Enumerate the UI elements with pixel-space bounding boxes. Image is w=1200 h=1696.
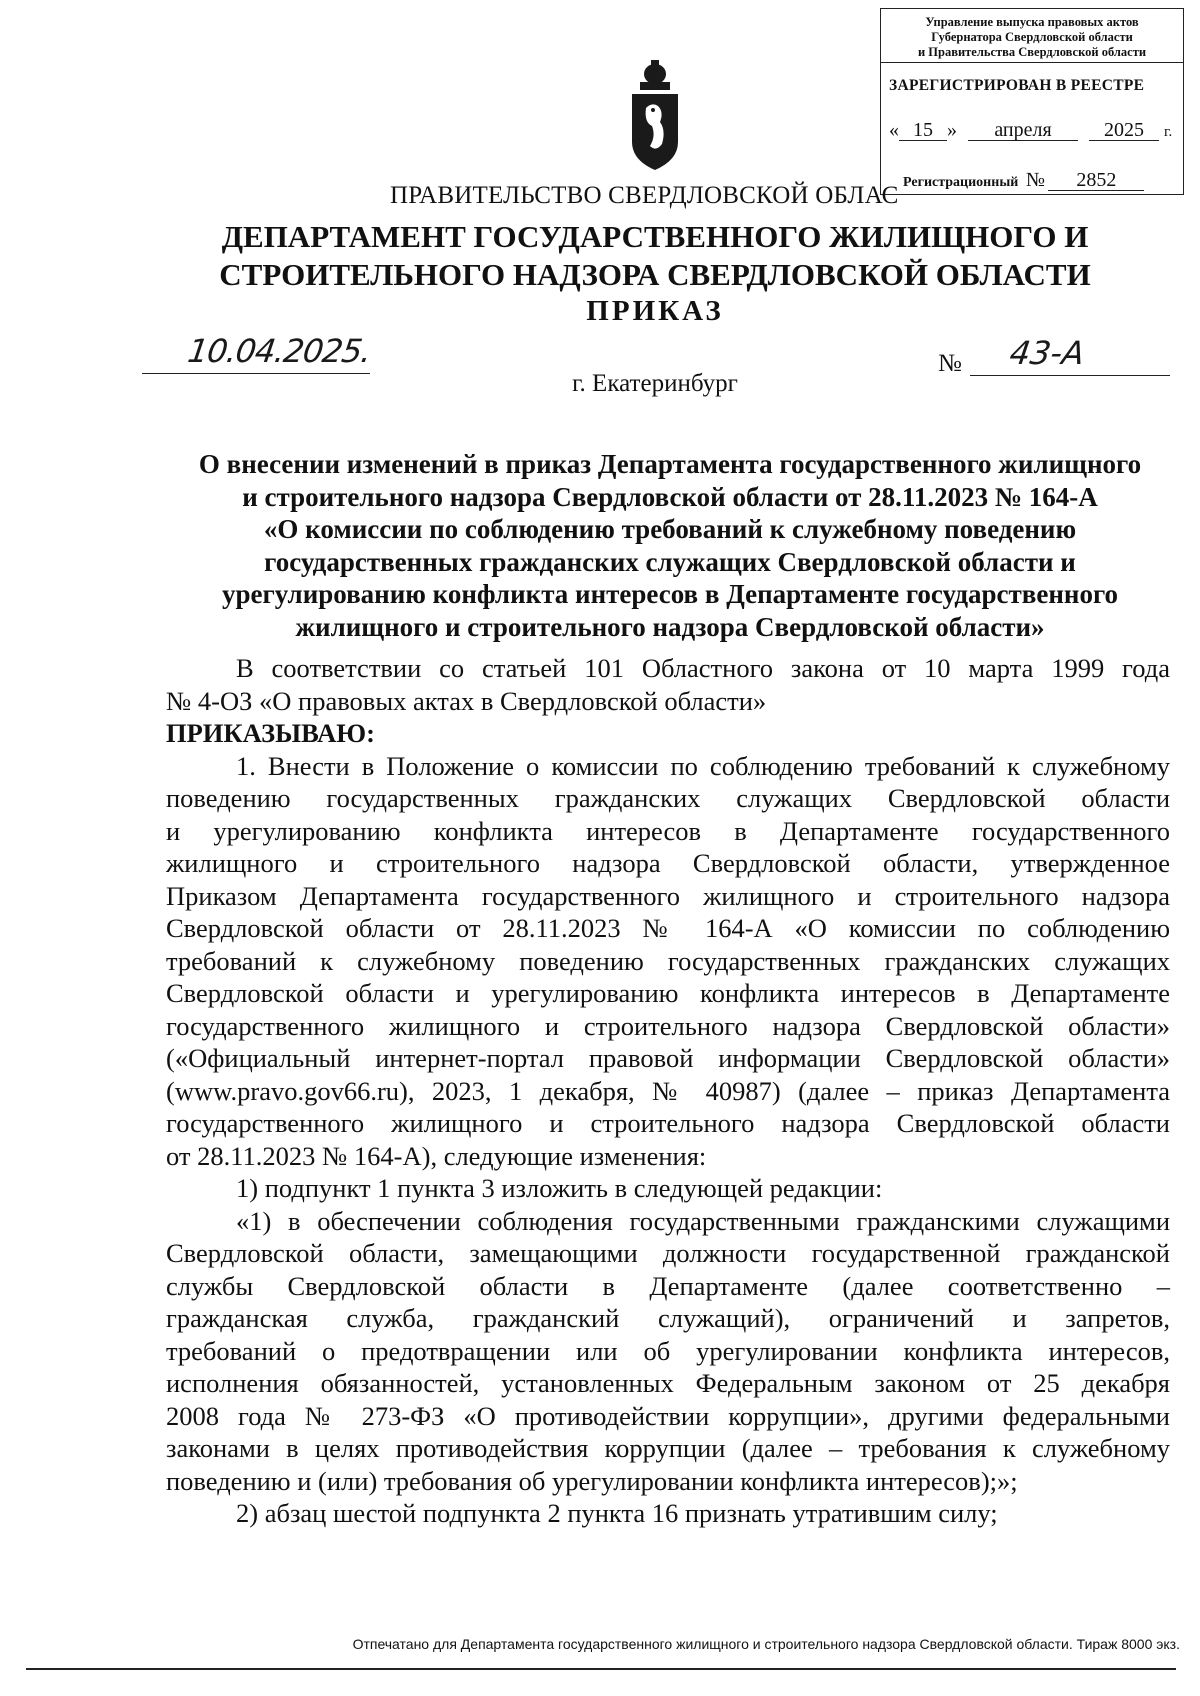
document-type: ПРИКАЗ [586,295,724,327]
quote-line: требований о предотвращении или об урегулировании конфликта интересов, [166,1335,1170,1366]
item1-line: и урегулированию конфликта интересов в Департаменте государственного [166,815,1170,846]
item1-line: Свердловской области и урегулированию конфликта интересов в Департаменте [166,978,1170,1008]
city: г. Екатеринбург [572,370,738,397]
subitem-2: 2) абзац шестой подпункта 2 пункта 16 признать утратившим силу; [236,1498,998,1528]
quote-line: гражданская служба, гражданский служащий), ограничений и запретов, [166,1303,1170,1333]
stamp-year: 2025 [1089,120,1159,141]
item1-line: Свердловской области от 28.11.2023 № 164-А «О комиссии по соблюдению [166,913,1170,943]
order-body [166,652,1170,1530]
stamp-number [903,169,1144,192]
quote-line: поведению и (или) требования об урегулировании конфликта интересов);»; [166,1465,1018,1496]
stamp-date: « 15 » апреля 2025 г. [889,119,1173,141]
subitem-1: 1) подпункт 1 пункта 3 изложить в следующей редакции: [236,1173,883,1203]
quote-line: 2008 года № 273-ФЗ «О противодействии коррупции», другими федеральными [166,1400,1170,1431]
item1-line: государственного жилищного и строительного надзора Свердловской области [166,1108,1170,1138]
item1-line: («Официальный интернет-портал правовой информации Свердловской области» [166,1043,1170,1073]
quote-line: законами в целях противодействия коррупции (далее – требования к служебному [166,1433,1170,1463]
item1-line: поведению государственных гражданских служащих Свердловской области [166,783,1170,813]
item1-line: Приказом Департамента государственного жилищного и строительного надзора [166,880,1170,911]
department-name-line2: СТРОИТЕЛЬНОГО НАДЗОРА СВЕРДЛОВСКОЙ ОБЛАСТИ [219,257,1091,292]
item1-line: требований к служебному поведению государственных гражданских служащих [166,945,1170,976]
handwritten-order-number: 43-А [1007,334,1087,372]
quote-line: «1) в обеспечении соблюдения государственными гражданскими служащими [236,1205,1170,1236]
stamp-number-sign: № [1025,169,1045,191]
stamp-year-suffix: г. [1164,124,1173,140]
print-footer: Отпечатано для Департамента государственного жилищного и строительного надзора Свердловской области. Тираж 8000 экз. [352,1636,1180,1652]
government-name: ПРАВИТЕЛЬСТВО СВЕРДЛОВСКОЙ ОБЛАС [390,182,899,209]
registration-stamp [880,8,1184,195]
item1-line: жилищного и строительного надзора Свердловской области, утвержденное [166,848,1170,878]
item1-line: (www.pravo.gov66.ru), 2023, 1 декабря, № 40987) (далее – приказ Департамента [166,1075,1170,1106]
stamp-header: Управление выпуска правовых актов Губернатора Свердловской области и Правительства Свердловской области [881,9,1183,63]
item1-line: 1. Внести в Положение о комиссии по соблюдению требований к служебному [236,750,1170,781]
stamp-registered-label: ЗАРЕГИСТРИРОВАН В РЕЕСТРЕ [889,77,1145,94]
preamble-line: В соответствии со статьей 101 Областного закона от 10 марта 1999 года [236,653,1170,683]
stamp-day: 15 [899,120,947,141]
order-word: ПРИКАЗЫВАЮ: [166,718,375,748]
stamp-number-label: Регистрационный [903,175,1019,190]
quote-line: Свердловской области, замещающими должности государственной гражданской [166,1238,1170,1268]
department-name-line1: ДЕПАРТАМЕНТ ГОСУДАРСТВЕННОГО ЖИЛИЩНОГО И [221,219,1089,254]
footer-rule [26,1668,1176,1670]
item1-line: от 28.11.2023 № 164-А), следующие изменения: [166,1140,707,1171]
quote-line: службы Свердловской области в Департаменте (далее соответственно – [166,1270,1170,1301]
quote-line: исполнения обязанностей, установленных Федеральным законом от 25 декабря [166,1368,1170,1398]
item1-line: государственного жилищного и строительного надзора Свердловской области» [166,1010,1170,1041]
order-subject: О внесении изменений в приказ Департамента государственного жилищного и строительного надзора Свердловской области от 28.11.2023 № 164-А «О комиссии по соблюдению требований к служебному поведению государственных гражданских служащих Свердловской области и урегулированию конфликта интересов в Департаменте государственного жилищного и строительного надзора Свердловской области» [198,449,1142,642]
order-number-sign: № [938,350,962,377]
coat-of-arms-icon [626,60,684,172]
preamble-line: № 4-ОЗ «О правовых актах в Свердловской области» [166,685,767,716]
stamp-number-value: 2852 [1048,170,1144,191]
stamp-month: апреля [968,120,1078,141]
handwritten-date: 10.04.2025. [185,332,374,370]
